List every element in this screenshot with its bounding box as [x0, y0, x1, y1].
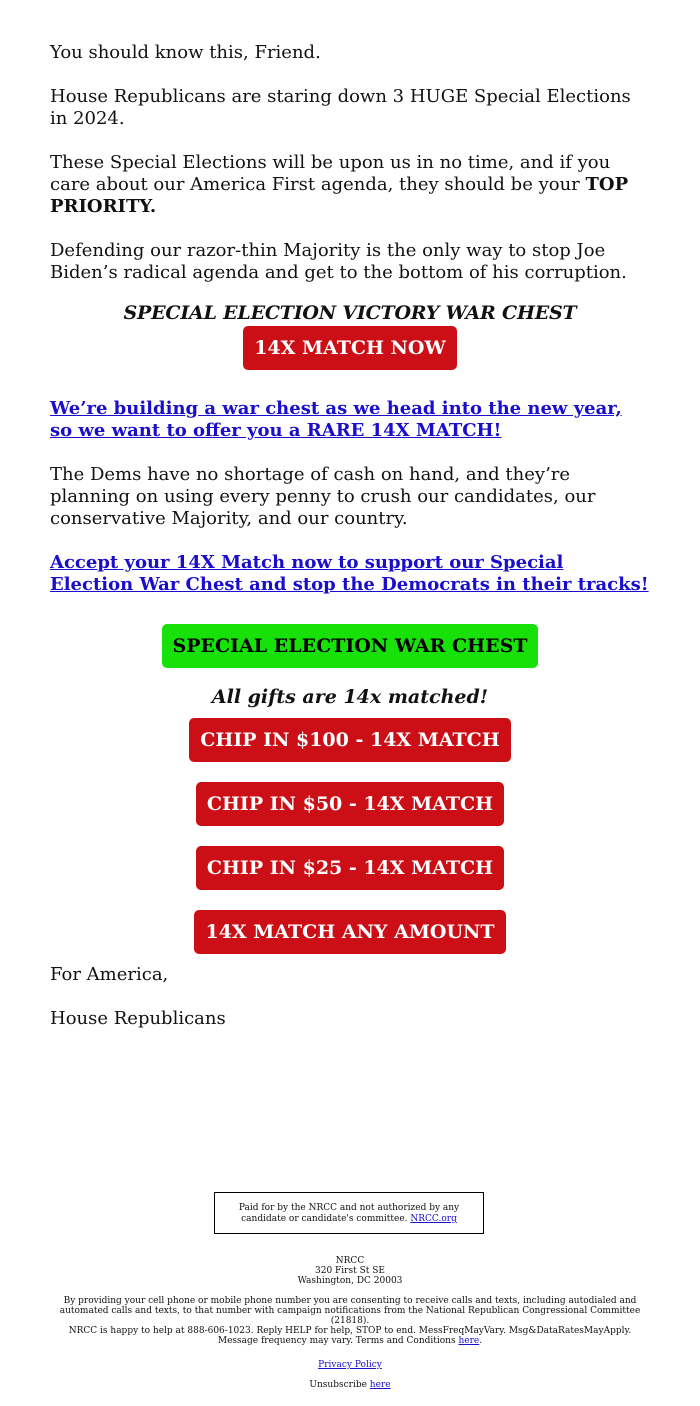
gifts-matched-note: All gifts are 14x matched! — [211, 686, 489, 708]
greeting: You should know this, Friend. — [50, 42, 321, 63]
unsubscribe-row — [48, 1380, 652, 1390]
chip-in-25-button[interactable]: CHIP IN $25 - 14X MATCH — [196, 846, 504, 890]
privacy-policy-link[interactable]: Privacy Policy — [318, 1360, 382, 1370]
green-button-row — [50, 624, 650, 668]
paragraph-priority — [50, 152, 650, 218]
nrcc-org-link[interactable]: NRCC.org — [410, 1214, 457, 1224]
paid-for-disclaimer-box — [214, 1192, 484, 1234]
war-chest-link[interactable]: We’re building a war chest as we head into the new year, so we want to offer you a RARE 14X MATCH! — [50, 398, 622, 441]
chip-in-100-button[interactable]: CHIP IN $100 - 14X MATCH — [189, 718, 510, 762]
match-now-row — [50, 326, 650, 370]
chip-50-row — [50, 782, 650, 826]
privacy-row — [48, 1360, 652, 1370]
paragraph-special-elections: House Republicans are staring down 3 HUGE Special Elections in 2024. — [50, 86, 631, 129]
consent-text: By providing your cell phone or mobile phone number you are consenting to receive calls and texts, including autodialed and automated calls and texts, to that number with campaign notifications from the National Republican Congressional Committee (21818). — [59, 1296, 641, 1326]
link-paragraph-1 — [50, 398, 650, 442]
paragraph-dems: The Dems have no shortage of cash on hand, and they’re planning on using every penny to crush our candidates, our conservative Majority, and our country. — [50, 464, 596, 529]
war-chest-heading: SPECIAL ELECTION VICTORY WAR CHEST — [123, 302, 577, 324]
special-election-war-chest-button[interactable]: SPECIAL ELECTION WAR CHEST — [162, 624, 539, 668]
unsubscribe-text: Unsubscribe — [309, 1380, 367, 1390]
chip-in-50-button[interactable]: CHIP IN $50 - 14X MATCH — [196, 782, 504, 826]
help-text: NRCC is happy to help at 888-606-1023. Reply HELP for help, STOP to end. MessFreqMayVary. Msg&DataRatesMayApply. Message frequency may vary. Terms and Conditions — [68, 1326, 632, 1346]
any-amount-row — [50, 910, 650, 954]
paid-for-text: Paid for by the NRCC and not authorized by any candidate or candidate's committee. — [238, 1203, 460, 1224]
match-now-button[interactable]: 14X MATCH NOW — [243, 326, 457, 370]
link-paragraph-2 — [50, 552, 650, 596]
terms-link[interactable]: here — [458, 1336, 480, 1346]
paragraph-priority-text: These Special Elections will be upon us in no time, and if you care about our America First agenda, they should be your — [50, 152, 611, 195]
help-text-block: NRCC is happy to help at 888-606-1023. Reply HELP for help, STOP to end. MessFreqMayVary. Msg&DataRatesMayApply. Message frequency may vary. Terms and Conditions here. — [68, 1326, 632, 1346]
chip-25-row — [50, 846, 650, 890]
footer-address — [48, 1256, 652, 1286]
signoff: For America, — [50, 964, 169, 985]
unsubscribe-link[interactable]: here — [369, 1380, 391, 1390]
match-any-amount-button[interactable]: 14X MATCH ANY AMOUNT — [194, 910, 505, 954]
chip-100-row — [50, 718, 650, 762]
paragraph-majority: Defending our razor-thin Majority is the only way to stop Joe Biden’s radical agenda and get to the bottom of his corruption. — [50, 240, 627, 283]
top-priority-bold: TOP PRIORITY. — [50, 174, 629, 217]
email-body — [50, 42, 650, 1052]
address-line-2: Washington, DC 20003 — [297, 1276, 403, 1286]
address-line-1: 320 First St SE — [315, 1266, 385, 1276]
org-name: NRCC — [335, 1256, 365, 1266]
signature: House Republicans — [50, 1008, 226, 1029]
accept-match-link[interactable]: Accept your 14X Match now to support our Special Election War Chest and stop the Democrats in their tracks! — [50, 552, 649, 595]
